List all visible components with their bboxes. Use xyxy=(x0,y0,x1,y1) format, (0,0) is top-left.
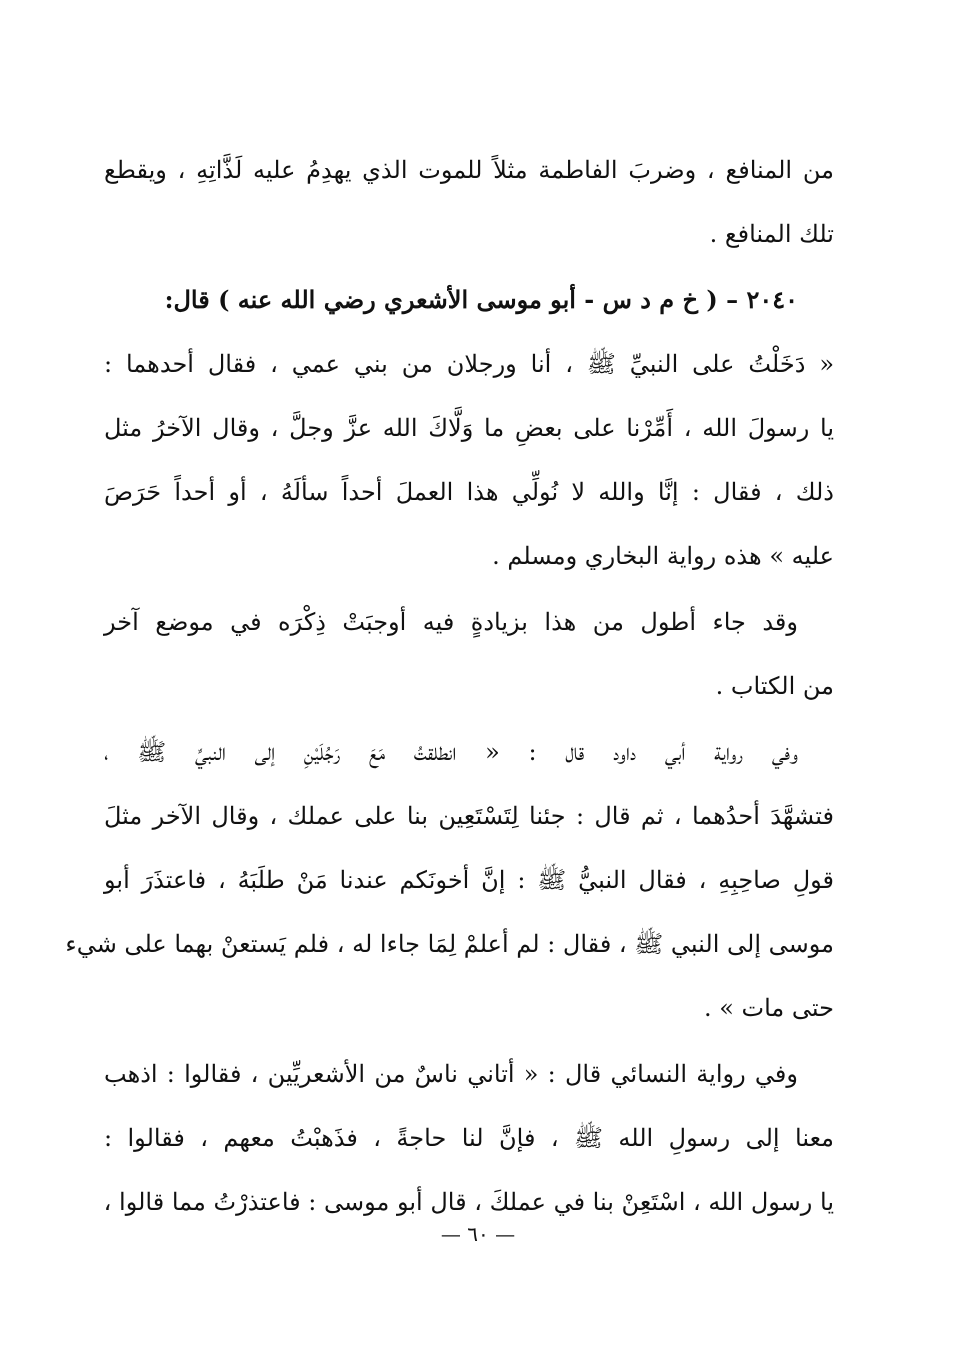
text-line: ذلك ، فقال : إنَّا والله لا نُولِّي هذا العملَ أحداً سألَهُ ، أو أحداً حَرَصَ xyxy=(104,478,834,506)
text-line: تلك المنافع . xyxy=(709,220,834,248)
paragraph-3 xyxy=(104,590,834,718)
text-line: فتشهَّدَ أحدُهما ، ثم قال : جئنا لِتَسْتَعِين بنا على عملك ، وقال الآخر مثلَ xyxy=(104,802,834,830)
text-line: « دَخَلْتُ على النبيِّ ﷺ ، أنا ورجلان من بني عمي ، فقال أحدهما : xyxy=(104,350,834,378)
text-line: من الكتاب . xyxy=(715,672,834,700)
text-line: وفي رواية النسائي قال : « أتاني ناسٌ من الأشعريِّين ، فقالوا : اذهب xyxy=(104,1060,798,1088)
text-line: من المنافع ، وضربَ الفاطمة مثلاً للموت الذي يهدِمُ عليه لَذَّاتِهِ ، ويقطع xyxy=(104,156,834,184)
page-number: — ٦٠ — xyxy=(440,1222,516,1246)
text-line: يا رسول الله ، اسْتَعِنْ بنا في عملكَ ، قال أبو موسى : فاعتذرْتُ مما قالوا ، xyxy=(103,1188,834,1216)
text-line: حتى مات » . xyxy=(703,994,834,1022)
body-text xyxy=(65,138,834,1234)
text-line: يا رسولَ الله ، أَمِّرْنا على بعضِ ما وَلَّاكَ الله عزَّ وجلَّ ، وقال الآخرُ مثل xyxy=(104,414,834,442)
paragraph-1 xyxy=(104,138,834,266)
paragraph-abu-dawud xyxy=(65,720,834,1040)
text-line: موسى إلى النبي ﷺ ، فقال : لم أعلمْ لِمَا جاءا له ، فلم يَستعنْ بهما على شيء xyxy=(65,930,834,958)
text-line: وقد جاء أطول من هذا بزيادةٍ فيه أوجبَتْ ذِكْرَه في موضع آخر xyxy=(104,608,798,636)
text-line: وفي رواية أبي داود قال : « انطلقتُ مَعَ رَجُلَيْنِ إلى النبيِّ ﷺ ، xyxy=(104,738,798,766)
text-line: عليه » هذه رواية البخاري ومسلم . xyxy=(492,542,834,570)
text-line: معنا إلى رسولِ الله ﷺ ، فإنَّ لنا حاجةً ، فذَهبْتُ معهم ، فقالوا : xyxy=(104,1124,834,1152)
text-line: قولِ صاحِبِهِ ، فقال النبيُّ ﷺ : إنَّ أخونَكم عندنا مَنْ طلَبَهُ ، فاعتذَرَ أبو xyxy=(104,866,834,894)
paragraph-hadith-2040 xyxy=(104,268,834,588)
hadith-heading: ٢٠٤٠ – ( خ م د س - أبو موسى الأشعري رضي الله عنه ) قال: xyxy=(164,285,798,314)
paragraph-nasai xyxy=(104,1042,834,1234)
